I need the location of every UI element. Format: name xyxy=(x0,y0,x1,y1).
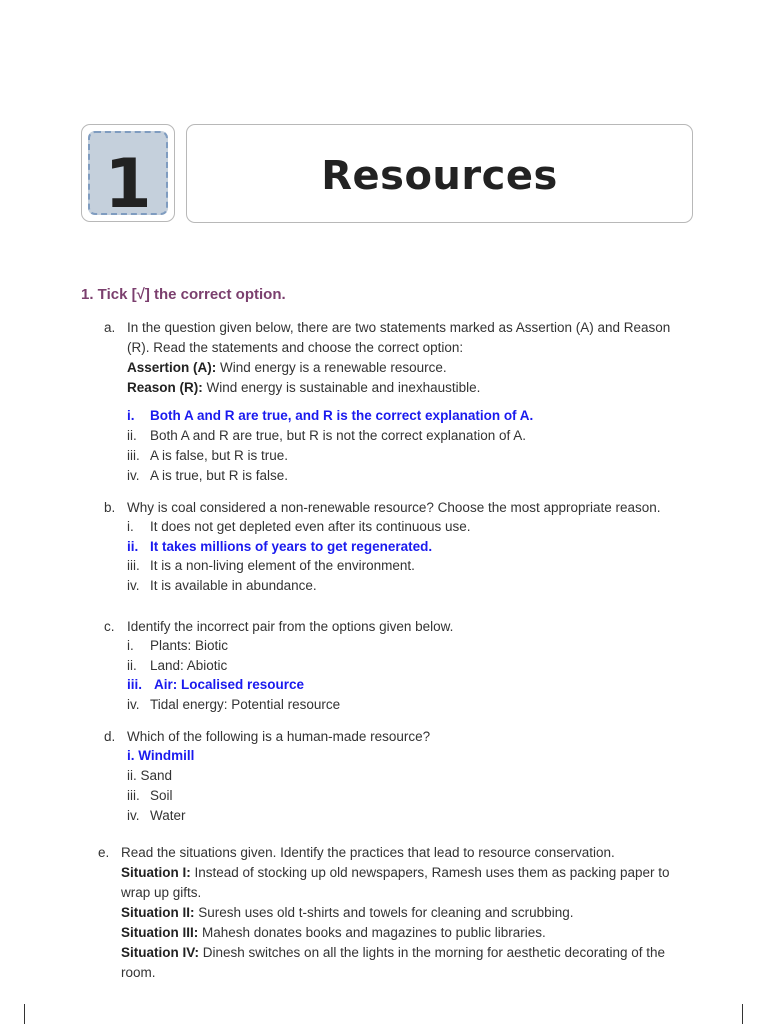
crop-mark-right xyxy=(742,1004,743,1024)
option-c-iv: Tidal energy: Potential resource xyxy=(150,697,341,712)
situation-3-label: Situation III: xyxy=(121,925,199,940)
item-marker-d: d. xyxy=(104,729,116,744)
option-marker: iv. xyxy=(127,578,140,593)
item-marker-c: c. xyxy=(104,619,115,634)
situation-1-label: Situation I: xyxy=(121,865,191,880)
situation-1-text: Instead of stocking up old newspapers, Ramesh uses them as packing paper to xyxy=(190,865,670,880)
item-d-stem: Which of the following is a human-made resource? xyxy=(127,729,431,744)
situation-4 xyxy=(121,943,665,963)
situation-4-continued: room. xyxy=(121,965,156,980)
question-heading: 1. Tick [√] the correct option. xyxy=(81,286,286,303)
option-marker: i. xyxy=(127,519,134,534)
chapter-number-box xyxy=(81,124,175,222)
chapter-title-box xyxy=(186,124,693,223)
option-marker: iii. xyxy=(127,677,143,692)
option-d-i-correct: i. Windmill xyxy=(127,748,195,763)
option-marker: iii. xyxy=(127,788,140,803)
option-b-iii: It is a non-living element of the environment. xyxy=(150,558,415,573)
option-a-iii: A is false, but R is true. xyxy=(150,448,289,463)
option-b-iv: It is available in abundance. xyxy=(150,578,317,593)
option-d-iv: Water xyxy=(150,808,186,823)
option-c-i: Plants: Biotic xyxy=(150,638,229,653)
option-c-iii-correct: Air: Localised resource xyxy=(154,677,305,692)
item-marker-e: e. xyxy=(98,845,110,860)
situation-2-label: Situation II: xyxy=(121,905,195,920)
option-marker: iv. xyxy=(127,697,140,712)
reason-line xyxy=(127,378,480,398)
item-c-stem: Identify the incorrect pair from the options given below. xyxy=(127,619,454,634)
option-c-ii: Land: Abiotic xyxy=(150,658,228,673)
option-marker: i. xyxy=(127,638,134,653)
situation-2 xyxy=(121,903,573,923)
option-d-ii: ii. Sand xyxy=(127,768,173,783)
option-marker: ii. xyxy=(127,658,137,673)
item-a-stem-line2: (R). Read the statements and choose the correct option: xyxy=(127,340,464,355)
assertion-line xyxy=(127,358,447,378)
assertion-label: Assertion (A): xyxy=(127,360,217,375)
option-d-iii: Soil xyxy=(150,788,173,803)
item-a-stem-line1: In the question given below, there are two statements marked as Assertion (A) and Reason xyxy=(127,320,671,335)
option-marker: iv. xyxy=(127,468,140,483)
item-marker-a: a. xyxy=(104,320,116,335)
situation-3-text: Mahesh donates books and magazines to public libraries. xyxy=(198,925,546,940)
option-a-iv: A is true, but R is false. xyxy=(150,468,289,483)
chapter-title: Resources xyxy=(321,152,558,199)
option-b-i: It does not get depleted even after its continuous use. xyxy=(150,519,471,534)
assertion-text: Wind energy is a renewable resource. xyxy=(216,360,447,375)
situation-1 xyxy=(121,863,670,883)
situation-3 xyxy=(121,923,546,943)
option-marker: i. xyxy=(127,408,135,423)
option-marker: iv. xyxy=(127,808,140,823)
situation-4-text: Dinesh switches on all the lights in the morning for aesthetic decorating of the xyxy=(199,945,666,960)
option-marker: iii. xyxy=(127,558,140,573)
chapter-number: 1 xyxy=(104,145,152,224)
option-marker: ii. xyxy=(127,539,139,554)
option-a-ii: Both A and R are true, but R is not the correct explanation of A. xyxy=(150,428,526,443)
item-e-stem: Read the situations given. Identify the practices that lead to resource conservation. xyxy=(121,845,615,860)
crop-mark-left xyxy=(24,1004,25,1024)
reason-text: Wind energy is sustainable and inexhaustible. xyxy=(202,380,481,395)
option-a-i-correct: Both A and R are true, and R is the correct explanation of A. xyxy=(150,408,534,423)
situation-2-text: Suresh uses old t-shirts and towels for cleaning and scrubbing. xyxy=(194,905,574,920)
option-marker: iii. xyxy=(127,448,140,463)
chapter-number-panel xyxy=(88,131,168,224)
situation-1-continued: wrap up gifts. xyxy=(121,885,202,900)
item-b-stem: Why is coal considered a non-renewable resource? Choose the most appropriate reason. xyxy=(127,500,661,515)
item-marker-b: b. xyxy=(104,500,116,515)
situation-4-label: Situation IV: xyxy=(121,945,200,960)
option-b-ii-correct: It takes millions of years to get regenerated. xyxy=(150,539,433,554)
reason-label: Reason (R): xyxy=(127,380,203,395)
option-marker: ii. xyxy=(127,428,137,443)
